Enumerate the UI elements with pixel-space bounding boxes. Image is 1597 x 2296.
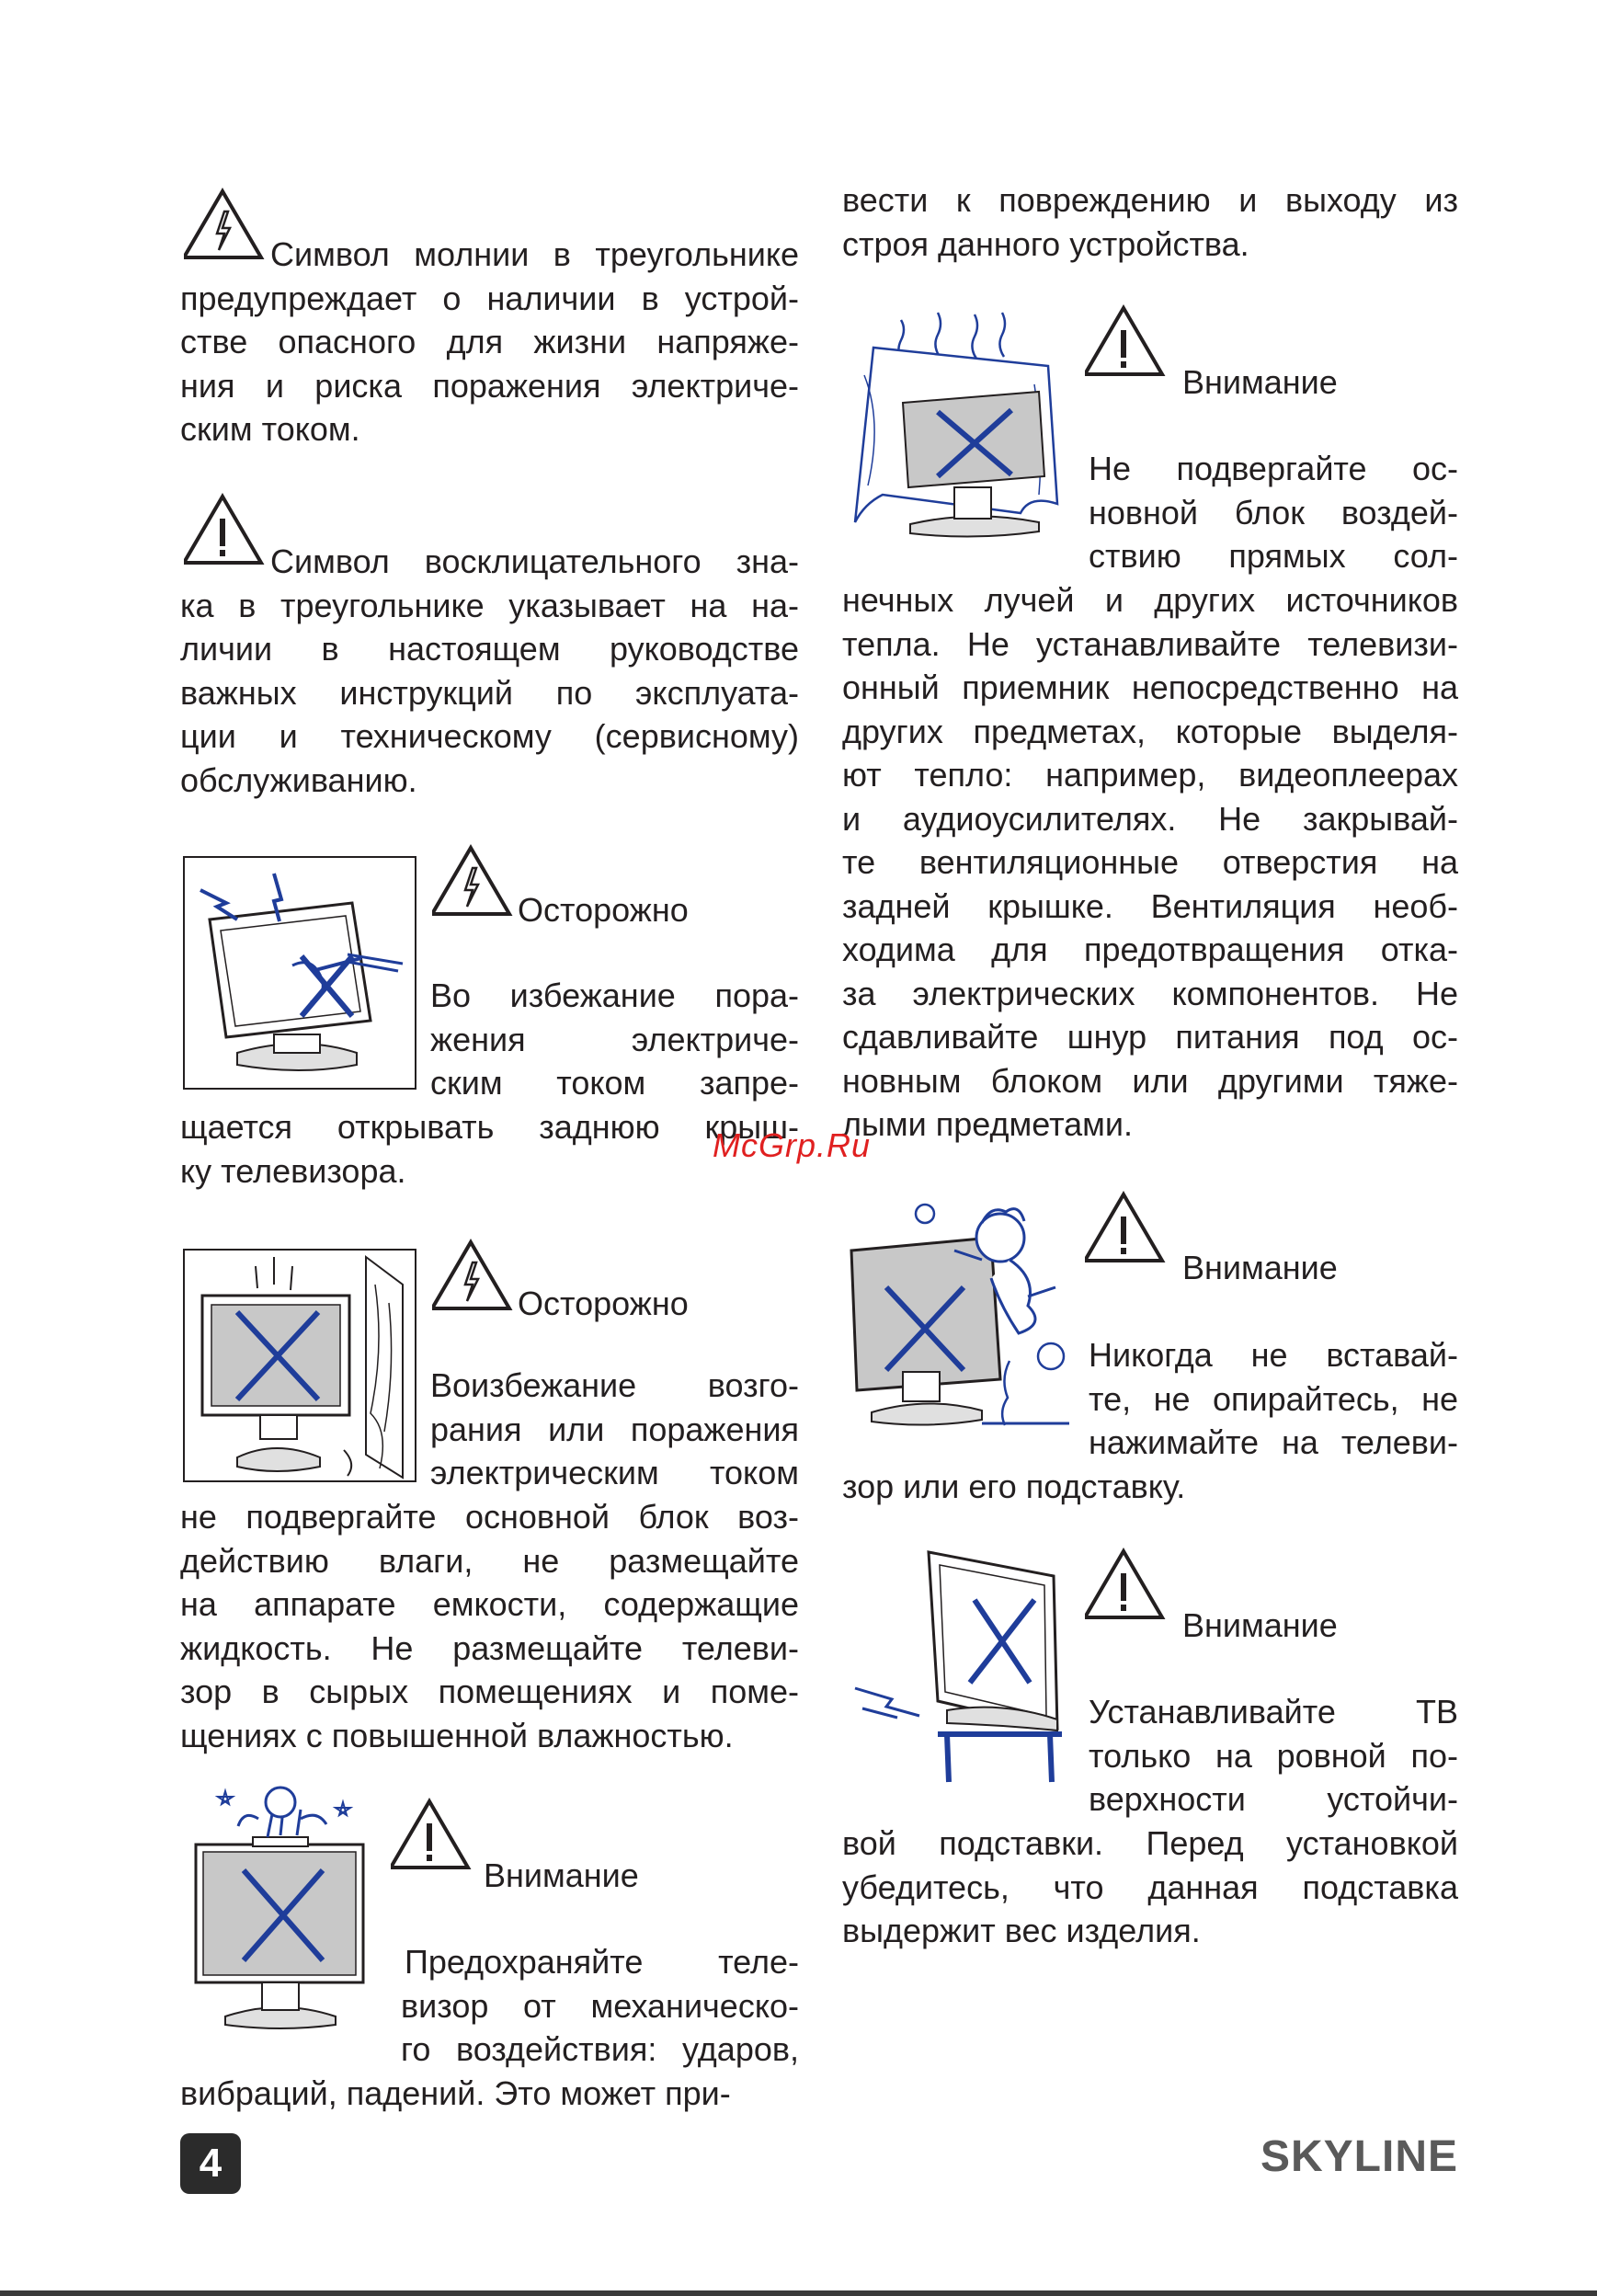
attention-heading: Внимание <box>1182 363 1338 401</box>
tv-heat-covered-illustration <box>846 311 1074 541</box>
attention-impact-text: вибраций, падений. Это может при- <box>180 2074 731 2112</box>
caution-moisture-side-text: Воизбежание возго- рания или поражения электрическим током <box>430 1366 799 1491</box>
watermark: McGrp.Ru <box>713 1126 872 1164</box>
lightning-warning-icon <box>432 844 513 918</box>
lightning-symbol-text: Символ молнии в треугольнике предупреждает о наличии в устрой- стве опасного для жизни напряже- ния и риска поражения электриче- ским током. <box>180 235 799 448</box>
exclamation-warning-icon <box>1085 1548 1166 1621</box>
caution-back-cover-text: щается открывать заднюю крыш- ку телевизора. <box>180 1108 799 1190</box>
exclamation-symbol-text: Символ восклицательного зна- ка в треугольнике указывает на на- личии в настоящем руководстве важных инструкций по эксплуата- ции и техническому (сервисному) обслуживанию. <box>180 543 799 799</box>
attention-surface-text: вой подставки. Перед установкой убедитесь, что данная подставка выдержит вес изделия. <box>842 1824 1458 1949</box>
lightning-warning-icon <box>432 1239 513 1312</box>
caution-heading: Осторожно <box>518 1285 689 1322</box>
attention-heat-text: нечных лучей и других источников тепла. Не устанавливайте телевизи- онный приемник непосредственно на других предметах, которые выделя- ют тепло: например, видеоплеерах и аудиоусилителях. Не закрывай- те вентиляционные отверстия на задней крышке. Вентиляция необ- ходима для предотвращения отка- за электрических компонентов. Не сдавливайте шнур питания под ос- новным блоком или другими тяже- лыми предметами. <box>842 581 1458 1143</box>
tv-impact-illustration <box>188 1782 372 2032</box>
tv-moisture-illustration <box>182 1248 417 1483</box>
attention-climb-text: зор или его подставку. <box>842 1468 1186 1505</box>
exclamation-warning-icon <box>1085 1191 1166 1264</box>
attention-heading: Внимание <box>1182 1606 1338 1644</box>
attention-climb-side-text: Никогда не вставай- те, не опирайтесь, не нажимайте на телеви- <box>1089 1336 1458 1461</box>
attention-heat-side-text: Не подвергайте ос- новной блок воздей- ствию прямых сол- <box>1089 450 1458 575</box>
caution-heading: Осторожно <box>518 891 689 929</box>
page-number: 4 <box>180 2133 241 2194</box>
attention-impact-side-text: Предохраняйте теле- визор от механическо- го воздействия: ударов, <box>401 1943 799 2068</box>
exclamation-warning-icon <box>391 1798 472 1871</box>
page-bottom-border <box>0 2290 1597 2296</box>
attention-heading: Внимание <box>484 1856 639 1894</box>
tv-unstable-surface-illustration <box>846 1545 1081 1788</box>
attention-surface-side-text: Устанавливайте ТВ только на ровной по- верхности устойчи- <box>1089 1693 1458 1818</box>
continuation-text: вести к повреждению и выходу из строя данного устройства. <box>842 181 1458 263</box>
caution-back-cover-side-text: Во избежание пора- жения электриче- ским током запре- <box>430 977 799 1102</box>
attention-heading: Внимание <box>1182 1249 1338 1286</box>
tv-back-cover-illustration <box>182 855 417 1091</box>
exclamation-warning-icon <box>1085 304 1166 378</box>
child-climbing-tv-illustration <box>844 1195 1079 1433</box>
brand-logo: SKYLINE <box>1260 2132 1458 2181</box>
caution-moisture-text: не подвергайте основной блок воз- действию влаги, не размещайте на аппарате емкости, содержащие жидкость. Не размещайте телеви- зор в сырых помещениях и поме- щениях с повышенной влажностью. <box>180 1498 799 1754</box>
